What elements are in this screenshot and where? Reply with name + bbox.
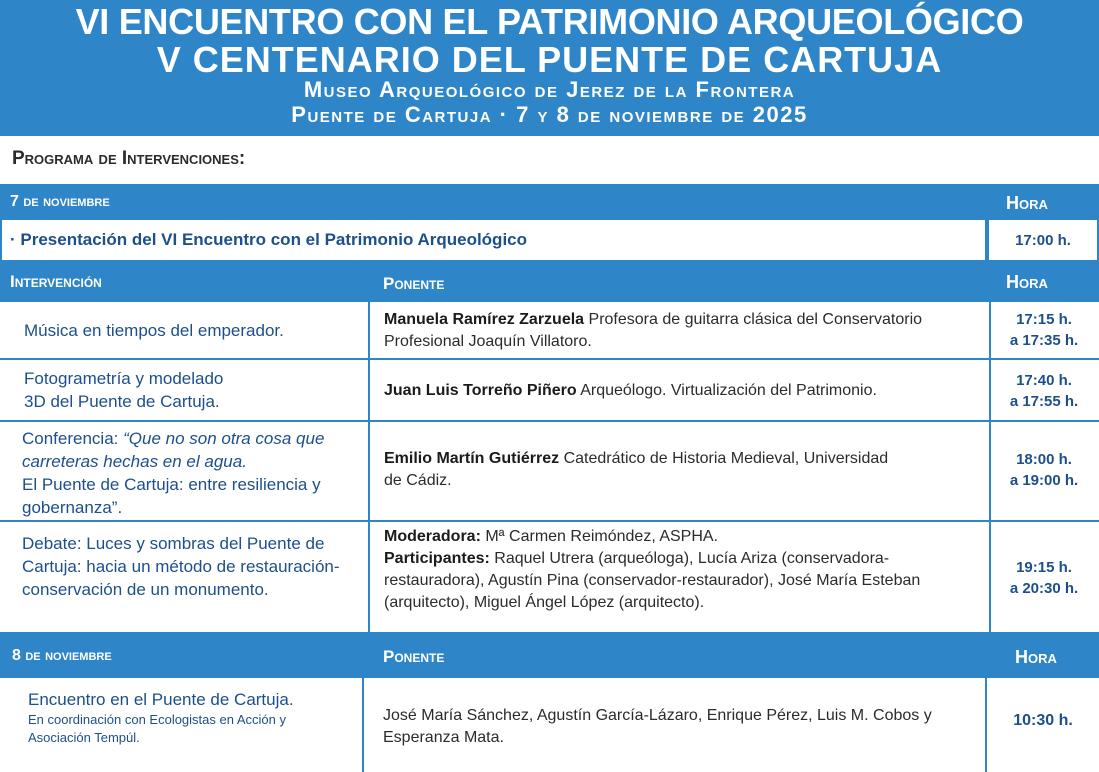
hora-end: a 17:35 h. bbox=[1009, 332, 1079, 349]
table-row-3-title bbox=[22, 427, 362, 519]
hora-start: 18:00 h. bbox=[1016, 451, 1072, 468]
day2-ponente-label: Ponente bbox=[383, 647, 445, 666]
table-row-1-title: Música en tiempos del emperador. bbox=[24, 321, 284, 340]
day2-title-cell bbox=[28, 688, 358, 747]
event-header bbox=[0, 0, 1099, 136]
day2-hora: 10:30 h. bbox=[1013, 712, 1073, 729]
presentation-title-box bbox=[2, 220, 985, 260]
programa-label: Programa de Intervenciones: bbox=[12, 148, 246, 169]
ponente-desc: Profesora de guitarra clásica del Conservatorio Profesional Joaquín Villatoro. bbox=[384, 311, 923, 350]
event-title: VI ENCUENTRO CON EL PATRIMONIO ARQUEOLÓGICO bbox=[75, 1, 1024, 42]
day2-header bbox=[0, 632, 1099, 678]
event-dates: Puente de Cartuja · 7 y 8 de noviembre de 2025 bbox=[291, 102, 808, 127]
day2-ponente: José María Sánchez, Agustín García-Lázaro, Enrique Pérez, Luis M. Cobos y Esperanza Mata. bbox=[383, 707, 932, 746]
ponente-name: Manuela Ramírez Zarzuela bbox=[384, 311, 585, 328]
title-rest: El Puente de Cartuja: entre resiliencia y gobernanza”. bbox=[22, 475, 321, 517]
day2-title: Encuentro en el Puente de Cartuja. bbox=[28, 690, 294, 709]
hora-start: 17:15 h. bbox=[1016, 311, 1072, 328]
day1-table bbox=[0, 302, 1099, 632]
participantes-label: Participantes: bbox=[384, 550, 490, 567]
moderadora-label: Moderadora: bbox=[384, 528, 481, 545]
presentation-hora: 17:00 h. bbox=[1015, 232, 1071, 249]
col-hora: Hora bbox=[1006, 272, 1048, 292]
table-row-2-ponente bbox=[384, 380, 984, 402]
title-prefix: Conferencia: bbox=[22, 429, 124, 448]
event-venue: Museo Arqueológico de Jerez de la Frontera bbox=[303, 77, 796, 102]
table-row-1-hora bbox=[991, 309, 1097, 351]
table-row-3-ponente bbox=[384, 448, 904, 492]
table-row-4-title: Debate: Luces y sombras del Puente de Cartuja: hacia un método de restauración-conservación de un monumento. bbox=[22, 534, 340, 599]
title-quote: “Que no son otra cosa que carreteras hechas en el agua. bbox=[22, 429, 325, 471]
col-intervencion: Intervención bbox=[10, 272, 102, 291]
title-line-b: 3D del Puente de Cartuja. bbox=[24, 392, 220, 411]
programa-row bbox=[0, 136, 1099, 184]
day2-subtitle: En coordinación con Ecologistas en Acción y Asociación Tempúl. bbox=[28, 712, 286, 745]
presentation-row bbox=[0, 220, 1099, 262]
ponente-desc: Catedrático de Historia Medieval, Universidad de Cádiz. bbox=[384, 450, 889, 489]
hora-end: a 17:55 h. bbox=[1009, 393, 1079, 410]
table-row-4-hora bbox=[991, 557, 1097, 599]
column-headers bbox=[0, 262, 1099, 302]
hora-start: 17:40 h. bbox=[1016, 372, 1072, 389]
table-row-3-hora bbox=[991, 449, 1097, 491]
presentation-hora-box bbox=[989, 220, 1097, 260]
presentation-title: · Presentación del VI Encuentro con el Patrimonio Arqueológico bbox=[10, 230, 528, 249]
day2-hora-label: Hora bbox=[1015, 647, 1057, 667]
hora-end: a 19:00 h. bbox=[1009, 472, 1079, 489]
day1-hora-label: Hora bbox=[1006, 193, 1048, 213]
ponente-name: Emilio Martín Gutiérrez bbox=[384, 450, 560, 467]
table-row-4-ponente bbox=[384, 526, 984, 614]
table-row-1-ponente bbox=[384, 309, 984, 353]
ponente-desc: Arqueólogo. Virtualización del Patrimonio. bbox=[576, 382, 877, 399]
day1-label: 7 de noviembre bbox=[10, 193, 110, 210]
participantes: Raquel Utrera (arqueóloga), Lucía Ariza (conservadora-restauradora), Agustín Pina (conservador-restaurador), José María Esteban (arquitecto), Miguel Ángel López (arquitecto). bbox=[384, 550, 921, 611]
day2-label: 8 de noviembre bbox=[12, 647, 112, 664]
event-subtitle: V CENTENARIO DEL PUENTE DE CARTUJA bbox=[156, 39, 943, 80]
title-line-a: Fotogrametría y modelado bbox=[24, 369, 224, 388]
col-ponente: Ponente bbox=[383, 274, 445, 293]
ponente-name: Juan Luis Torreño Piñero bbox=[384, 382, 577, 399]
hora-end: a 20:30 h. bbox=[1009, 580, 1079, 597]
day2-table bbox=[0, 678, 1099, 772]
moderadora: Mª Carmen Reimóndez, ASPHA. bbox=[480, 528, 719, 545]
day1-header bbox=[0, 184, 1099, 220]
table-row-2-title bbox=[24, 367, 364, 413]
hora-start: 19:15 h. bbox=[1016, 559, 1072, 576]
table-row-2-hora bbox=[991, 370, 1097, 412]
